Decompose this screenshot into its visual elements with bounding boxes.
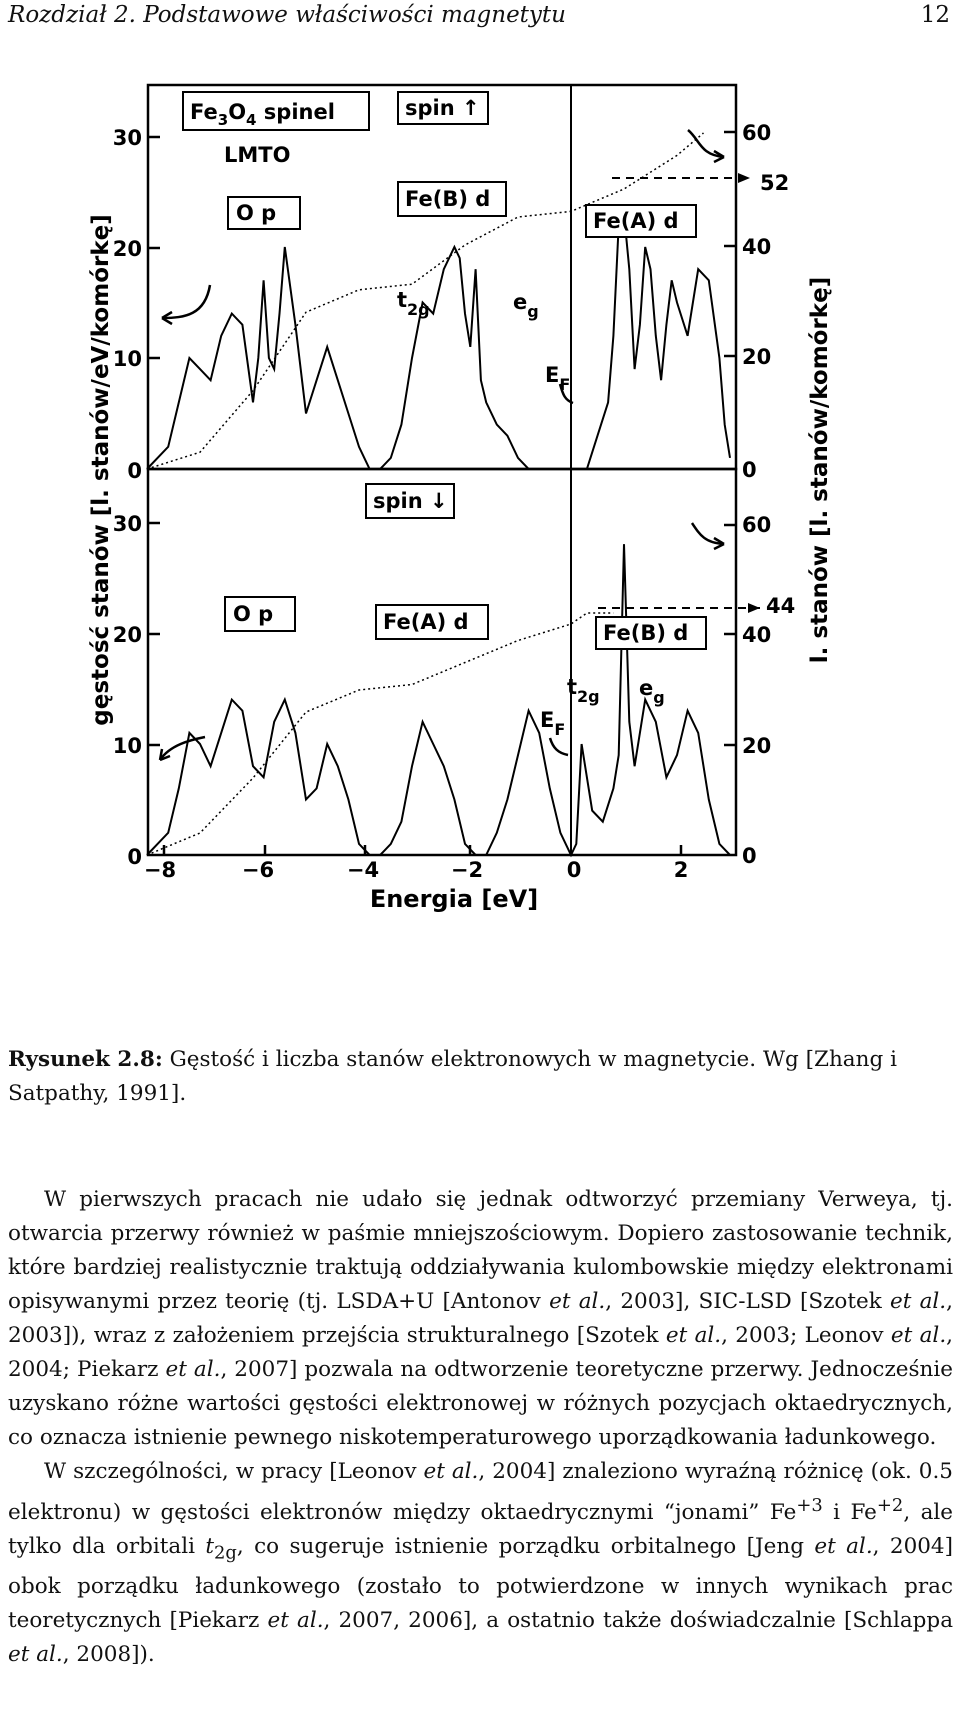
- top-right-tick: 0: [742, 458, 757, 482]
- paragraph-2: W szczególności, w pracy [Leonov et al., 2004] znaleziono wyraźną różnicę (ok. 0.5 elektronu) w gęstości elektronów między oktaedrycznymi “jonami” $Fe^{+3}$ i $Fe^{+2}$, ale tylko dla orbitali $t_{2g}$, co sugeruje istnienie porządku orbitalnego [Jeng et al., 2004] obok porządku ładunkowego (zostało to potwierdzone w innych wynikach prac teoretycznych [Piekarz et al., 2007, 2006], a ostatnio także doświadczalnie [Schlappa et al., 2008]).: [8, 1459, 954, 1668]
- eg-label-bottom: $e_g$: [639, 676, 665, 707]
- bottom-left-tick: 10: [112, 734, 142, 758]
- top-right-tick: 40: [742, 235, 772, 259]
- fea-label-bottom: Fe(A) d: [383, 610, 469, 634]
- t2g-label-bottom: $t_{2g}$: [567, 675, 600, 706]
- bottom-left-tick: 20: [112, 623, 142, 647]
- bottom-right-tick: 40: [742, 623, 772, 647]
- paragraph-1: W pierwszych pracach nie udało się jednak odtworzyć przemiany Verweya, tj. otwarcia przerwy również w paśmie mniejszościowym. Dopiero zastosowanie technik, które bardziej realistycznie traktują oddziaływania kulombowskie między elektronami opisywanymi przez teorię (tj. LSDA+U [Antonov et al., 2003], SIC-LSD [Szotek et al., 2003]), wraz z założeniem przejścia strukturalnego [Szotek et al., 2003; Leonov et al., 2004; Piekarz et al., 2007] pozwala na odtworzenie teoretyczne przerwy. Jednocześnie uzyskano różne wartości gęstości elektronowej w różnych pozycjach oktaedrycznych, co oznacza istnienie pewnego niskotemperaturowego uporządkowania ładunkowego.: [8, 1187, 953, 1450]
- bottom-right-tick: 20: [742, 734, 772, 758]
- op-label-bottom: O p: [233, 602, 274, 626]
- body-text: [8, 1183, 953, 1672]
- bottom-panel-frame: [148, 469, 736, 855]
- right-axis-label: l. stanów [l. stanów/komórkę]: [807, 276, 833, 664]
- x-tick: −8: [143, 858, 177, 882]
- caption-label: Rysunek 2.8:: [8, 1047, 163, 1072]
- ef-label-top: $E_F$: [545, 363, 571, 394]
- x-axis-label: Energia [eV]: [369, 885, 539, 913]
- spin-up-label: spin ↑: [405, 96, 480, 120]
- integrated-states-line: [147, 613, 613, 855]
- top-right-tick: 60: [742, 121, 772, 145]
- top-left-tick: 20: [112, 237, 142, 261]
- eg-label-top: $e_g$: [513, 290, 539, 321]
- top-right-tick: 20: [742, 345, 772, 369]
- bottom-right-tick: 0: [742, 844, 757, 868]
- figure-caption: [8, 1043, 948, 1111]
- feb-label-bottom: Fe(B) d: [603, 621, 689, 645]
- dos-figure: [0, 70, 960, 1010]
- feb-label-top: Fe(B) d: [405, 187, 491, 211]
- left-axis-label: gęstość stanów [l. stanów/eV/komórkę]: [88, 214, 114, 726]
- method-label: LMTO: [224, 143, 291, 167]
- bottom-right-tick: 60: [742, 513, 772, 537]
- x-tick: 2: [673, 858, 689, 882]
- bottom-left-tick: 30: [112, 512, 142, 536]
- x-tick: −4: [346, 858, 380, 882]
- material-label: $Fe_3O_4$ spinel: [190, 100, 335, 129]
- dos-series-line: [147, 214, 730, 469]
- t2g-label-top: $t_{2g}$: [397, 288, 430, 319]
- spin-down-label: spin ↓: [373, 489, 448, 513]
- running-header: [0, 0, 960, 34]
- x-tick: −6: [241, 858, 275, 882]
- x-tick: 0: [566, 858, 582, 882]
- top-left-tick: 30: [112, 126, 142, 150]
- chapter-title: Rozdział 2. Podstawowe właściwości magnetytu: [8, 2, 566, 28]
- ef-label-bottom: $E_F$: [540, 708, 566, 739]
- op-label-top: O p: [236, 201, 277, 225]
- bottom-left-tick: 0: [127, 845, 142, 869]
- fea-label-top: Fe(A) d: [593, 209, 679, 233]
- top-left-tick: 10: [112, 347, 142, 371]
- bottom-right-tick: 44: [766, 594, 796, 618]
- x-tick: −2: [450, 858, 484, 882]
- page-number: 12: [920, 2, 950, 28]
- caption-text: Gęstość i liczba stanów elektronowych w magnetycie. Wg [Zhang i Satpathy, 1991].: [8, 1047, 897, 1106]
- top-left-tick: 0: [127, 459, 142, 483]
- top-right-tick: 52: [760, 171, 790, 195]
